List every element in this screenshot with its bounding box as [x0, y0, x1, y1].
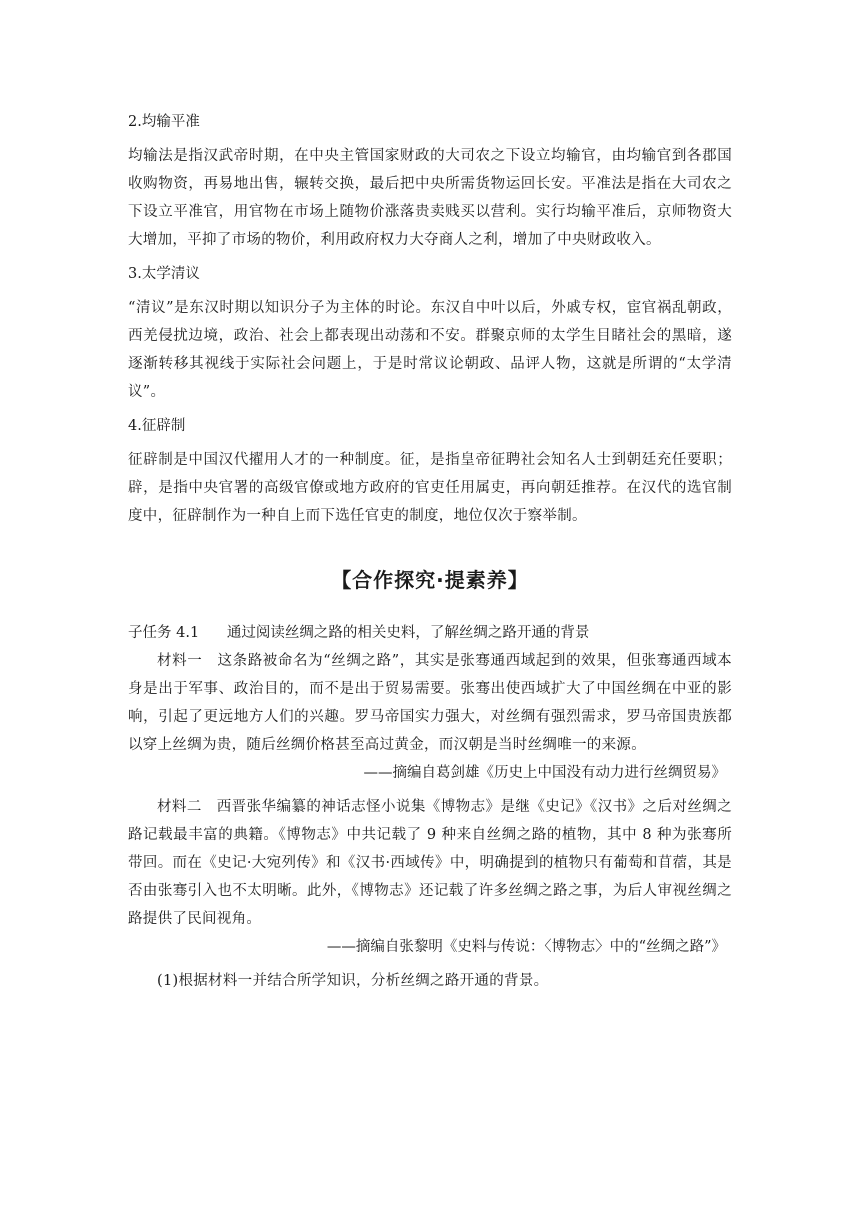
section-heading-junshu: 2.均输平准: [128, 114, 200, 130]
material-two-text: 西晋张华编纂的神话志怪小说集《博物志》是继《史记》《汉书》之后对丝绸之路记载最丰富的典籍。《博物志》中共记载了 9 种来自丝绸之路的植物，其中 8 种为张骞所带回。而在《史记·大宛列传》和《汉书·西域传》中，明确提到的植物只有葡萄和苜蓿，其是否由张骞引入也不太明晰。此外，《博物志》还记载了许多丝绸之路之事，为后人审视丝绸之路提供了民间视角。: [128, 799, 732, 927]
section-title: 【合作探究·提素养】: [331, 568, 529, 592]
section-body-zhengbi: 征辟制是中国汉代擢用人才的一种制度。征，是指皇帝征聘社会知名人士到朝廷充任要职；辟，是指中央官署的高级官僚或地方政府的官吏任用属吏，再向朝廷推荐。在汉代的选官制度中，征辟制作为一种自上而下选任官吏的制度，地位仅次于察举制。: [128, 452, 732, 524]
subtask-text: 通过阅读丝绸之路的相关史料，了解丝绸之路开通的背景: [226, 625, 590, 641]
material-one-label: 材料一: [157, 653, 203, 669]
section-body-junshu: 均输法是指汉武帝时期，在中央主管国家财政的大司农之下设立均输官，由均输官到各郡国收购物资，再易地出售，辗转交换，最后把中央所需货物运回长安。平准法是指在大司农之下设立平准官，用官物在市场上随物价涨落贵卖贱买以营利。实行均输平准后，京师物资大大增加，平抑了市场的物价，利用政府权力大夺商人之利，增加了中央财政收入。: [128, 148, 732, 248]
subtask-line: [128, 619, 732, 647]
section-heading-taixue: 3.太学清议: [128, 266, 200, 282]
section-body-taixue: “清议”是东汉时期以知识分子为主体的时论。东汉自中叶以后，外戚专权，宦官祸乱朝政，西羌侵扰边境，政治、社会上都表现出动荡和不安。群聚京师的太学生目睹社会的黑暗，遂逐渐转移其视线于实际社会问题上，于是时常议论朝政、品评人物，这就是所谓的“太学清议”。: [128, 300, 732, 400]
section-heading-zhengbi: 4.征辟制: [128, 418, 186, 434]
subtask-label: 子任务 4.1: [128, 625, 200, 641]
question-1: (1)根据材料一并结合所学知识，分析丝绸之路开通的背景。: [157, 973, 549, 989]
material-one-text: 这条路被命名为“丝绸之路”，其实是张骞通西域起到的效果，但张骞通西域本身是出于军事、政治目的，而不是出于贸易需要。张骞出使西域扩大了中国丝绸在中亚的影响，引起了更远地方人们的兴趣。罗马帝国实力强大，对丝绸有强烈需求，罗马帝国贵族都以穿上丝绸为贵，随后丝绸价格甚至高过黄金，而汉朝是当时丝绸唯一的来源。: [128, 653, 732, 753]
material-one-source: ——摘编自葛剑雄《历史上中国没有动力进行丝绸贸易》: [363, 765, 726, 781]
material-two: [128, 793, 732, 933]
page-content: [128, 108, 732, 995]
material-one: [128, 647, 732, 759]
material-two-label: 材料二: [157, 799, 202, 815]
material-two-source: ——摘编自张黎明《史料与传说：〈博物志〉中的“丝绸之路”》: [326, 939, 726, 955]
